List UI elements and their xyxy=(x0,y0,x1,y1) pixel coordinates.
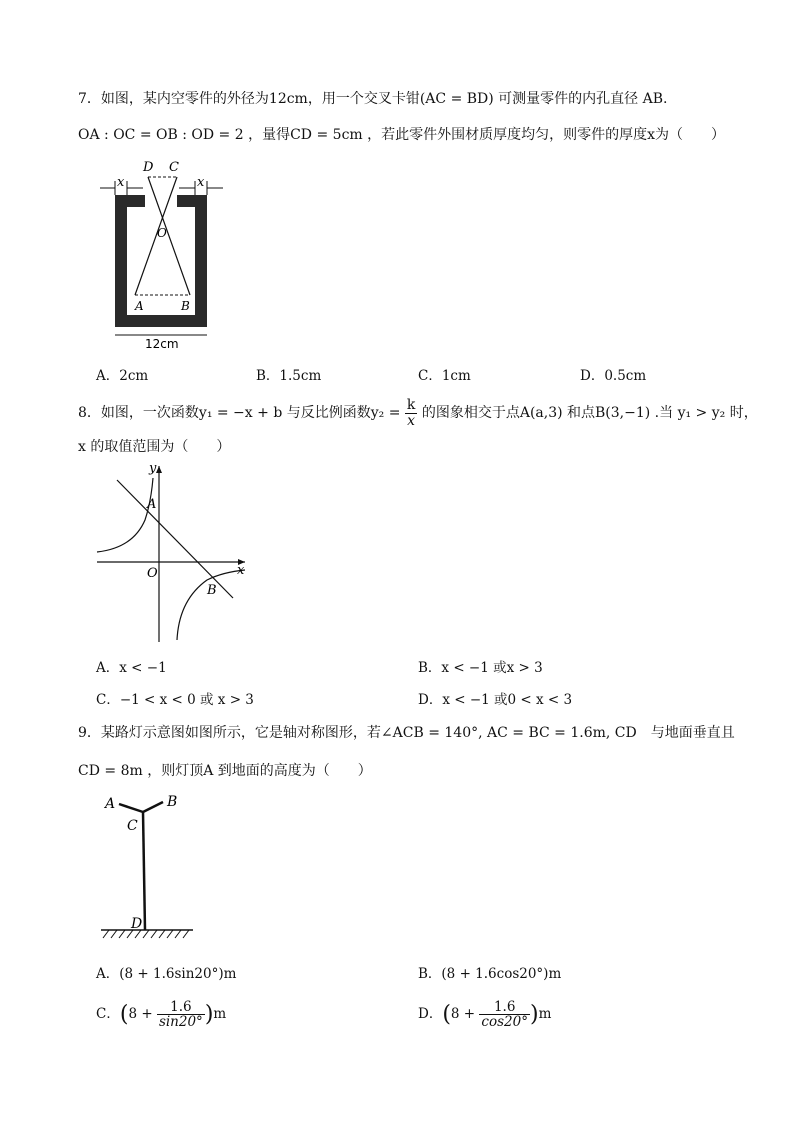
q9-pole-cd xyxy=(143,812,145,930)
q7-left-lip xyxy=(115,195,145,207)
q8-figure xyxy=(95,460,255,645)
q9-figure xyxy=(95,790,205,945)
q9-arm-ca xyxy=(119,804,143,812)
q8-a-label: A xyxy=(147,497,157,512)
q9-option-a[interactable]: A．(8 + 1.6sin20°)m xyxy=(96,966,237,982)
q7-option-b[interactable]: B．1.5cm xyxy=(256,368,322,384)
q7-a-label: A xyxy=(135,299,144,313)
q8-b-label: B xyxy=(207,583,217,598)
q9-line2: CD = 8m ，则灯顶A 到地面的高度为（ ） xyxy=(78,763,372,779)
q7-option-a[interactable]: A．2cm xyxy=(96,368,149,384)
q7-line-ac xyxy=(135,177,177,295)
q7-x-right-label: x xyxy=(197,175,205,190)
q8-option-d[interactable]: D．x < −1 或0 < x < 3 xyxy=(418,692,573,708)
q8-option-b[interactable]: B．x < −1 或x > 3 xyxy=(418,660,543,676)
q8-line2: x 的取值范围为（ ） xyxy=(78,439,231,455)
q9-option-b[interactable]: B．(8 + 1.6cos20°)m xyxy=(418,966,562,982)
q7-d-label: D xyxy=(143,160,154,175)
q7-option-d[interactable]: D．0.5cm xyxy=(580,368,647,384)
q7-right-lip xyxy=(177,195,207,207)
q7-width-label: 12cm xyxy=(145,337,179,350)
q7-line1: 7．如图，某内空零件的外径为12cm，用一个交叉卡钳(AC = BD) 可测量零件的内孔直径 AB. xyxy=(78,91,668,107)
q9-a-label: A xyxy=(105,796,116,812)
q7-line2: OA : OC = OB : OD = 2 ，量得CD = 5cm ，若此零件外围材质厚度均匀，则零件的厚度x为（ ） xyxy=(78,127,726,143)
q8-o-label: O xyxy=(147,566,158,581)
q8-fraction: $\frac{k}{x}$ xyxy=(406,397,416,429)
q7-option-c[interactable]: C．1cm xyxy=(418,368,471,384)
q9-line1: 9．某路灯示意图如图所示，它是轴对称图形，若∠ACB = 140°, AC = BC = 1.6m, CD 与地面垂直且 xyxy=(78,725,735,741)
q9-c-label: C xyxy=(127,818,138,834)
q7-figure xyxy=(95,155,235,350)
q8-option-c[interactable]: C．−1 < x < 0 或 x > 3 xyxy=(96,692,254,708)
q8-line1: 8．如图，一次函数y₁ = −x + b 与反比例函数y₂ = $\frac{k}{x}$ 的图象相交于点A(a,3) 和点B(3,−1) .当 y₁ > y₂ 时， xyxy=(78,397,758,429)
q7-c-label: C xyxy=(169,160,179,175)
q8-linear-line xyxy=(117,480,233,598)
q8-x-label: x xyxy=(237,563,245,578)
q7-x-left-label: x xyxy=(117,175,125,190)
q8-hyperbola-lower xyxy=(177,570,245,640)
q7-b-label: B xyxy=(181,299,190,313)
q9-ground-hatch xyxy=(103,930,189,938)
q7-line-bd xyxy=(148,177,190,295)
q9-b-label: B xyxy=(167,794,178,810)
q8-hyperbola-upper xyxy=(97,478,153,552)
q9-option-d[interactable]: D．(8 + $\frac{1.6}{\cos 20^\circ}$ )m xyxy=(418,999,552,1031)
q8-y-label: y xyxy=(149,461,157,476)
q9-d-label: D xyxy=(131,916,143,932)
q8-option-a[interactable]: A．x < −1 xyxy=(96,660,167,676)
q7-o-label: O xyxy=(157,226,167,240)
q9-option-c[interactable]: C．(8 + $\frac{1.6}{\sin 20^\circ}$ )m xyxy=(96,999,227,1031)
q9-arm-cb xyxy=(143,802,163,812)
